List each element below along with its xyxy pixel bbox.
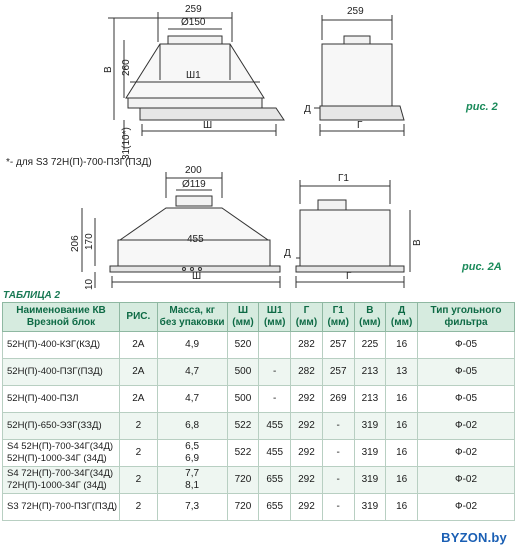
table-cell-w: 720 — [227, 467, 259, 494]
spec-table — [2, 302, 515, 521]
fig2-front-view — [108, 12, 284, 150]
table-cell-name — [3, 467, 120, 494]
table-cell-fig: 2А — [120, 332, 158, 359]
table-cell-line: 52Н(П)-400-КЗГ(КЗД) — [7, 339, 100, 350]
fig2-side-dim-width: Г — [357, 120, 363, 131]
table-cell-d1: 257 — [322, 332, 354, 359]
table-cell-w: 500 — [227, 386, 259, 413]
table-cell-mass — [157, 332, 227, 359]
table-header-text: (мм) — [327, 317, 349, 328]
table-row — [3, 332, 515, 359]
table-cell-h: 319 — [354, 494, 386, 521]
table-header-cell — [227, 303, 259, 332]
table-cell-h: 213 — [354, 359, 386, 386]
table-header-text: без упаковки — [159, 317, 225, 328]
table-header-cell — [3, 303, 120, 332]
table-cell-mass — [157, 467, 227, 494]
fig2a-side-dim-width: Г — [346, 271, 352, 282]
table-header-text: (мм) — [263, 317, 286, 328]
table-cell-fig: 2 — [120, 440, 158, 467]
table-cell-w1 — [259, 332, 291, 359]
table-cell-fig: 2 — [120, 494, 158, 521]
table-cell-line: 7,7 — [185, 468, 200, 479]
table-header-cell — [157, 303, 227, 332]
fig2-side-dim-top: 259 — [347, 6, 364, 17]
table-cell-w1: 455 — [259, 440, 291, 467]
watermark-logo: BYZON.by — [437, 529, 511, 546]
table-cell-filter: Ф-02 — [418, 494, 515, 521]
table-cell-mass — [157, 413, 227, 440]
table-cell-w: 522 — [227, 440, 259, 467]
table-cell-fig: 2А — [120, 359, 158, 386]
table-row — [3, 413, 515, 440]
table-cell-line: 6,8 — [185, 420, 200, 431]
table-row — [3, 359, 515, 386]
table-cell-filter: Ф-05 — [418, 359, 515, 386]
table-row — [3, 494, 515, 521]
table-row — [3, 386, 515, 413]
fig2a-side-view — [296, 180, 410, 288]
table-cell-fig: 2А — [120, 386, 158, 413]
fig2a-dim-duct: Ø119 — [182, 179, 206, 190]
fig2a-side-dim-height: В — [412, 239, 423, 246]
table-row — [3, 467, 515, 494]
table-cell-dd: 13 — [386, 359, 418, 386]
table-row — [3, 440, 515, 467]
table-header-cell — [354, 303, 386, 332]
table-cell-line: S4 52Н(П)-700-34Г(34Д) — [7, 441, 114, 452]
table-cell-dd: 16 — [386, 386, 418, 413]
table-cell-filter: Ф-02 — [418, 440, 515, 467]
table-cell-name — [3, 440, 120, 467]
table-cell-line: 52Н(П)-650-ЭЗГ(ЗЗД) — [7, 420, 102, 431]
table-cell-fig: 2 — [120, 413, 158, 440]
table-cell-d: 292 — [291, 494, 323, 521]
table-cell-w1: - — [259, 359, 291, 386]
table-cell-d: 292 — [291, 467, 323, 494]
table-header-text: Ш — [237, 305, 248, 316]
table-header-text: (мм) — [359, 317, 381, 328]
table-header-text: Тип угольного — [430, 305, 502, 316]
table-cell-w: 500 — [227, 359, 259, 386]
table-cell-dd: 16 — [386, 494, 418, 521]
table-cell-w: 520 — [227, 332, 259, 359]
fig2-dim-width: Ш — [203, 120, 213, 131]
table-cell-h: 319 — [354, 440, 386, 467]
table-cell-line: 6,9 — [185, 453, 200, 464]
table-cell-dd: 16 — [386, 413, 418, 440]
table-cell-d1: 269 — [322, 386, 354, 413]
fig2-dim-duct: Ø150 — [181, 17, 206, 28]
fig2a-dim-bottom: 10 — [84, 278, 95, 290]
table-cell-mass — [157, 440, 227, 467]
fig2a-caption: рис. 2А — [462, 261, 502, 273]
table-cell-filter: Ф-02 — [418, 413, 515, 440]
table-cell-w: 522 — [227, 413, 259, 440]
table-cell-line: 52Н(П)-400-ПЗЛ — [7, 393, 79, 404]
fig2a-front-view — [82, 172, 280, 288]
table-cell-dd: 16 — [386, 440, 418, 467]
table-title: ТАБЛИЦА 2 — [3, 290, 61, 301]
table-cell-line: 7,3 — [185, 501, 200, 512]
table-header-cell — [322, 303, 354, 332]
table-cell-h: 213 — [354, 386, 386, 413]
table-header-text: Наименование КВ — [16, 305, 106, 316]
table-header-text: В — [366, 305, 374, 316]
table-cell-line: 72Н(П)-1000-34Г (34Д) — [7, 480, 107, 491]
table-header-text: Врезной блок — [26, 317, 96, 328]
table-cell-filter: Ф-05 — [418, 386, 515, 413]
table-header-text: (мм) — [390, 317, 413, 328]
table-header-cell — [291, 303, 323, 332]
table-cell-dd: 16 — [386, 332, 418, 359]
footnote: *- для S3 72Н(П)-700-ПЗГ(ПЗД) — [6, 157, 152, 168]
table-cell-d1: - — [322, 467, 354, 494]
table-cell-dd: 16 — [386, 467, 418, 494]
table-header-text: РИС. — [126, 311, 151, 322]
table-cell-d: 292 — [291, 413, 323, 440]
table-cell-d: 282 — [291, 332, 323, 359]
fig2-dim-inner-width: Ш1 — [186, 70, 201, 81]
table-cell-line: 6,5 — [185, 441, 200, 452]
table-header-text: Д — [398, 305, 406, 316]
table-header-cell — [386, 303, 418, 332]
table-cell-d1: - — [322, 440, 354, 467]
fig2a-side-dim-top: Г1 — [338, 173, 349, 184]
table-cell-fig: 2 — [120, 467, 158, 494]
table-body — [3, 332, 515, 521]
table-cell-name — [3, 332, 120, 359]
table-cell-name — [3, 359, 120, 386]
table-cell-h: 319 — [354, 467, 386, 494]
table-header-text: фильтра — [444, 317, 488, 328]
table-cell-line: S4 72Н(П)-700-34Г(34Д) — [7, 468, 114, 479]
fig2a-side-dim-depth: Д — [284, 248, 291, 259]
fig2a-dim-inner-width: 455 — [187, 234, 204, 245]
table-cell-line: 8,1 — [185, 480, 200, 491]
table-cell-d: 282 — [291, 359, 323, 386]
table-cell-mass — [157, 359, 227, 386]
table-cell-w1: 455 — [259, 413, 291, 440]
fig2a-dim-width: Ш — [192, 271, 202, 282]
fig2a-dim-height-outer: 206 — [70, 235, 81, 252]
fig2a-dim-height-inner: 170 — [84, 233, 95, 250]
table-cell-filter: Ф-05 — [418, 332, 515, 359]
table-header-text: (мм) — [232, 317, 254, 328]
table-cell-h: 319 — [354, 413, 386, 440]
table-header-text: Г — [303, 305, 310, 316]
table-cell-w1: 655 — [259, 494, 291, 521]
table-header-text: Ш1 — [266, 305, 283, 316]
fig2a-dim-top-width: 200 — [185, 165, 202, 176]
table-cell-mass — [157, 386, 227, 413]
table-cell-d: 292 — [291, 386, 323, 413]
fig2-side-view — [314, 15, 404, 136]
table-cell-line: 52Н(П)-1000-34Г (34Д) — [7, 453, 107, 464]
table-cell-d1: 257 — [322, 359, 354, 386]
table-cell-w1: - — [259, 386, 291, 413]
fig2-dim-height-label: В — [103, 66, 114, 73]
table-header-cell — [418, 303, 515, 332]
fig2-dim-bottom: 31(10*) — [121, 127, 132, 160]
table-cell-name — [3, 494, 120, 521]
table-cell-d1: - — [322, 413, 354, 440]
table-cell-filter: Ф-02 — [418, 467, 515, 494]
table-header-cell — [259, 303, 291, 332]
table-cell-w1: 655 — [259, 467, 291, 494]
table-header-row — [3, 303, 515, 332]
table-cell-d1: - — [322, 494, 354, 521]
table-header-text: (мм) — [295, 317, 318, 328]
table-cell-line: 4,7 — [185, 366, 200, 377]
table-cell-d: 292 — [291, 440, 323, 467]
table-cell-name — [3, 386, 120, 413]
fig2-caption: рис. 2 — [466, 101, 498, 113]
table-header-text: Г1 — [332, 305, 344, 316]
table-cell-line: 52Н(П)-400-ПЗГ(ПЗД) — [7, 366, 103, 377]
table-cell-line: S3 72Н(П)-700-ПЗГ(ПЗД) — [7, 501, 118, 512]
table-cell-h: 225 — [354, 332, 386, 359]
table-cell-w: 720 — [227, 494, 259, 521]
table-cell-line: 4,7 — [185, 393, 200, 404]
table-cell-name — [3, 413, 120, 440]
fig2-side-dim-depth: Д — [304, 104, 311, 115]
table-header-text: Масса, кг — [169, 305, 215, 316]
table-cell-mass — [157, 494, 227, 521]
table-header-cell — [120, 303, 158, 332]
table-cell-line: 4,9 — [185, 339, 200, 350]
fig2-dim-height: 260 — [121, 59, 132, 76]
fig2-dim-top-width: 259 — [185, 4, 202, 15]
